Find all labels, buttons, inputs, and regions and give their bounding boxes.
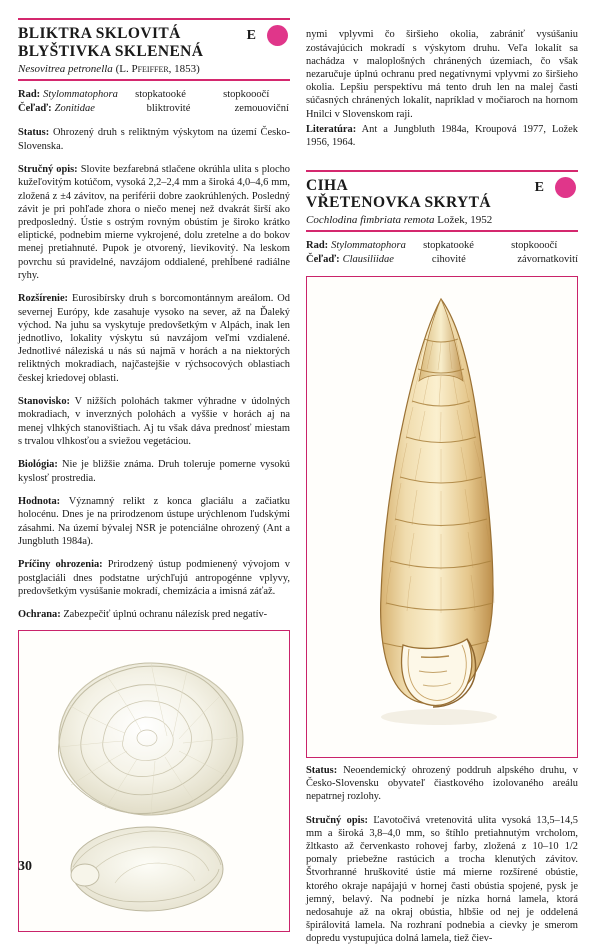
illustration-plate-spindle-shell [306, 276, 578, 758]
snail-shell-flat-spiral-drawing [19, 631, 288, 929]
taxonomy-family-cz: zemouoviční [234, 102, 289, 114]
category-color-dot [555, 177, 576, 198]
section-label: Rozšírenie: [18, 293, 69, 305]
section-text: Významný relikt z konca glaciálu a začiatku holocénu. Dnes je na prirodzenom ústupe urýchlenom ľudskými zásahmi. Na území bývalej NSR je potenciálne ohrozený (Ant a Jungbluth 1984a). [18, 496, 290, 547]
section-literature [306, 123, 578, 149]
section-label: Status: [18, 127, 50, 139]
section-value [18, 495, 290, 548]
taxonomy-block-ciha [306, 239, 578, 267]
section-status-ciha [306, 764, 578, 804]
section-label: Hodnota: [18, 496, 61, 508]
section-text: Prirodzený ústup podmienený vývojom v postglaciáli dnes podstatne urýchľujú antropogénne vplyvy, predovšetkým vysúšanie mokradí, chemizácia a imisná záťaž. [18, 559, 290, 597]
taxonomy-family-cz: závornatkovití [517, 254, 578, 266]
section-description-ciha [306, 814, 578, 946]
species-name-slovak: CIHA [306, 176, 349, 194]
section-label: Biológia: [18, 459, 58, 471]
taxonomy-order-sk: stopkatooké [423, 240, 474, 252]
taxonomy-row-family [306, 253, 578, 267]
column-spacer [306, 160, 578, 170]
latin-authority: Ložek, 1952 [437, 214, 493, 227]
section-label: Stručný opis: [306, 814, 368, 826]
section-label: Stanovisko: [18, 396, 70, 408]
section-text: Neoendemický ohrozený poddruh alpského druhu, v Česko-Slovensku obyvateľ čiastkového izolovaného areálu nepatrnej rozlohy. [306, 764, 578, 802]
illustration-plate-flat-shell [18, 630, 290, 932]
status-badge-e: E [534, 179, 544, 195]
taxonomy-family-sk: bliktrovité [146, 102, 191, 114]
taxonomy-family-latin: Clausiliidae [342, 254, 394, 266]
taxonomy-row-family [18, 102, 290, 116]
species-header-bliktra [18, 18, 290, 81]
taxonomy-order-latin: Stylommatophora [331, 240, 406, 252]
left-column [18, 18, 290, 865]
status-badge-e: E [246, 28, 256, 43]
section-label: Ochrana: [18, 609, 61, 621]
latin-binomial: Nesovitrea petronella [18, 62, 113, 75]
section-label: Stručný opis: [18, 164, 78, 176]
taxonomy-row-order [306, 239, 578, 253]
section-biology [18, 458, 290, 484]
taxonomy-block-bliktra [18, 88, 290, 116]
species-name-czech: VŘETENOVKA SKRYTÁ [306, 194, 491, 212]
taxonomy-order-cz: stopkooočí [223, 88, 270, 100]
species-latin-name [18, 63, 290, 75]
literature-text: Ant a Jungbluth 1984a, Kroupová 1977, Ložek 1956, 1964. [306, 123, 578, 149]
species-header-ciha [306, 170, 578, 233]
taxonomy-label-order: Rad: [306, 240, 329, 252]
section-text: V nižších polohách takmer výhradne v údolných mokradiach, v inverzných polohách a vyššie v horách aj na menej vlhkých stanovištiach. Aj tu však dáva prednosť miestam s trvalou vlhkosťou a sviežou vegetáciou. [18, 396, 290, 447]
species-latin-name [306, 214, 578, 226]
section-description [18, 163, 290, 282]
taxonomy-row-order [18, 88, 290, 102]
section-text: Zabezpečiť úplnú ochranu nálezísk pred negatív- [63, 609, 268, 621]
taxonomy-family-latin: Zonitidae [54, 102, 95, 114]
species-name-czech: BLYŠTIVKA SKLENENÁ [18, 42, 204, 60]
section-text: Nie je bližšie známa. Druh toleruje pomerne vysokú kyslosť prostredia. [18, 459, 290, 484]
taxonomy-order-latin: Stylommatophora [43, 88, 118, 100]
literature-label: Literatúra: [306, 123, 357, 135]
taxonomy-label-order: Rad: [18, 88, 41, 100]
taxonomy-order-sk: stopkatooké [135, 88, 186, 100]
page-number: 30 [18, 859, 32, 874]
taxonomy-label-family: Čeľaď: [18, 102, 52, 114]
right-column [306, 18, 578, 945]
taxonomy-family-sk: cihovité [431, 254, 466, 266]
section-protection-continued: nymi vplyvmi čo širšieho okolia, zabrániť vysúšaniu zostávajúcich mokradí s výskytom druhu. Veľa lokalít sa nachádza v maloplošných chránených územiach, čo však nezaručuje úplnú ochranu pred negatívnymi vplyvmi zo širšieho okolia. Lepšiu perspektívu má tento druh len na malej časti súčasných chránených lokalít, napríklad v močiaroch na hornom Hnilci v Slovenskom raji. [306, 29, 578, 120]
latin-authority: (L. Pfeiffer, 1853) [115, 62, 200, 75]
taxonomy-label-family: Čeľaď: [306, 254, 340, 266]
section-text: Eurosibírsky druh s borcomontánnym areálom. Od severnej Európy, kde zasahuje vysoko na sever, až na Ďaleký východ. Na juhu sa vyskytuje predovšetkým v Alpách, inak len jednotlivo, lokality výskytu sú navzájom veľmi vzdialené. Jednotlivé náleziská u nás sú najmä v horách a na niektorých reliktných mokradiach, najčastejšie v rýchsocových oblastiach českej kriedovej oblasti. [18, 293, 290, 384]
section-label: Status: [306, 764, 338, 776]
section-distribution [18, 292, 290, 384]
section-habitat [18, 395, 290, 448]
section-label: Príčiny ohrozenia: [18, 559, 103, 571]
section-text: Ľavotočivá vretenovitá ulita vysoká 13,5–14,5 mm a široká 3,8–4,0 mm, so štíhlo pretiahnutým vrcholom, žltkasto až červenkasto rohovej farby, zložená z 10–10 1/2 pomaly priebežne rastúcich a trocha klenutých závitov. Štvorhranné hruškovité ústie má mierne rozšírené obústie, ktorého okraje napájajú v hornej časti obústia spojené, pysk je jemný, belavý. Na podnebí je nízka horná lamela, ktorá nedosahuje až na okraj obústia, hlbšie od nej je oddelená špirálovitá lamela. Na rozhraní podnebia a cievky je smerom dopredu vystupujúca dolná lamela, tiež čiev- [306, 814, 578, 945]
section-threats [18, 558, 290, 598]
latin-binomial: Cochlodina fimbriata remota [306, 214, 435, 227]
section-text: Slovite bezfarebná stlačene okrúhla ulita s plocho kužeľovitým kotúčom, vysoká 2,2–2,4 mm a široká 4,0–4,6 mm, zložená z ±4 závitov, na periférii dobre zaokrúhlených. Posledný závit je pri pohľade zhora o niečo menej než dvakrát širší ako predposledný. Ústie s ostrým rovným obústím je široko krátko eliptické, podnebim mierne vykrojené, dolu zretelne a do bokov menej pretiahnuté. Pupok je otvorený, lievikovitý. Na leskom povrchu sú pravidelné, navzájom oddialené, prehĺbené radiálne ryhy. [18, 164, 290, 281]
section-status [18, 126, 290, 152]
section-protection [18, 608, 290, 621]
species-name-slovak: BLIKTRA SKLOVITÁ [18, 25, 181, 42]
snail-shell-elongated-spindle-drawing [307, 277, 576, 755]
category-color-dot [267, 25, 288, 46]
taxonomy-order-cz: stopkooočí [511, 240, 558, 252]
section-text: Ohrozený druh s reliktným výskytom na území Česko-Slovenska. [18, 127, 290, 152]
